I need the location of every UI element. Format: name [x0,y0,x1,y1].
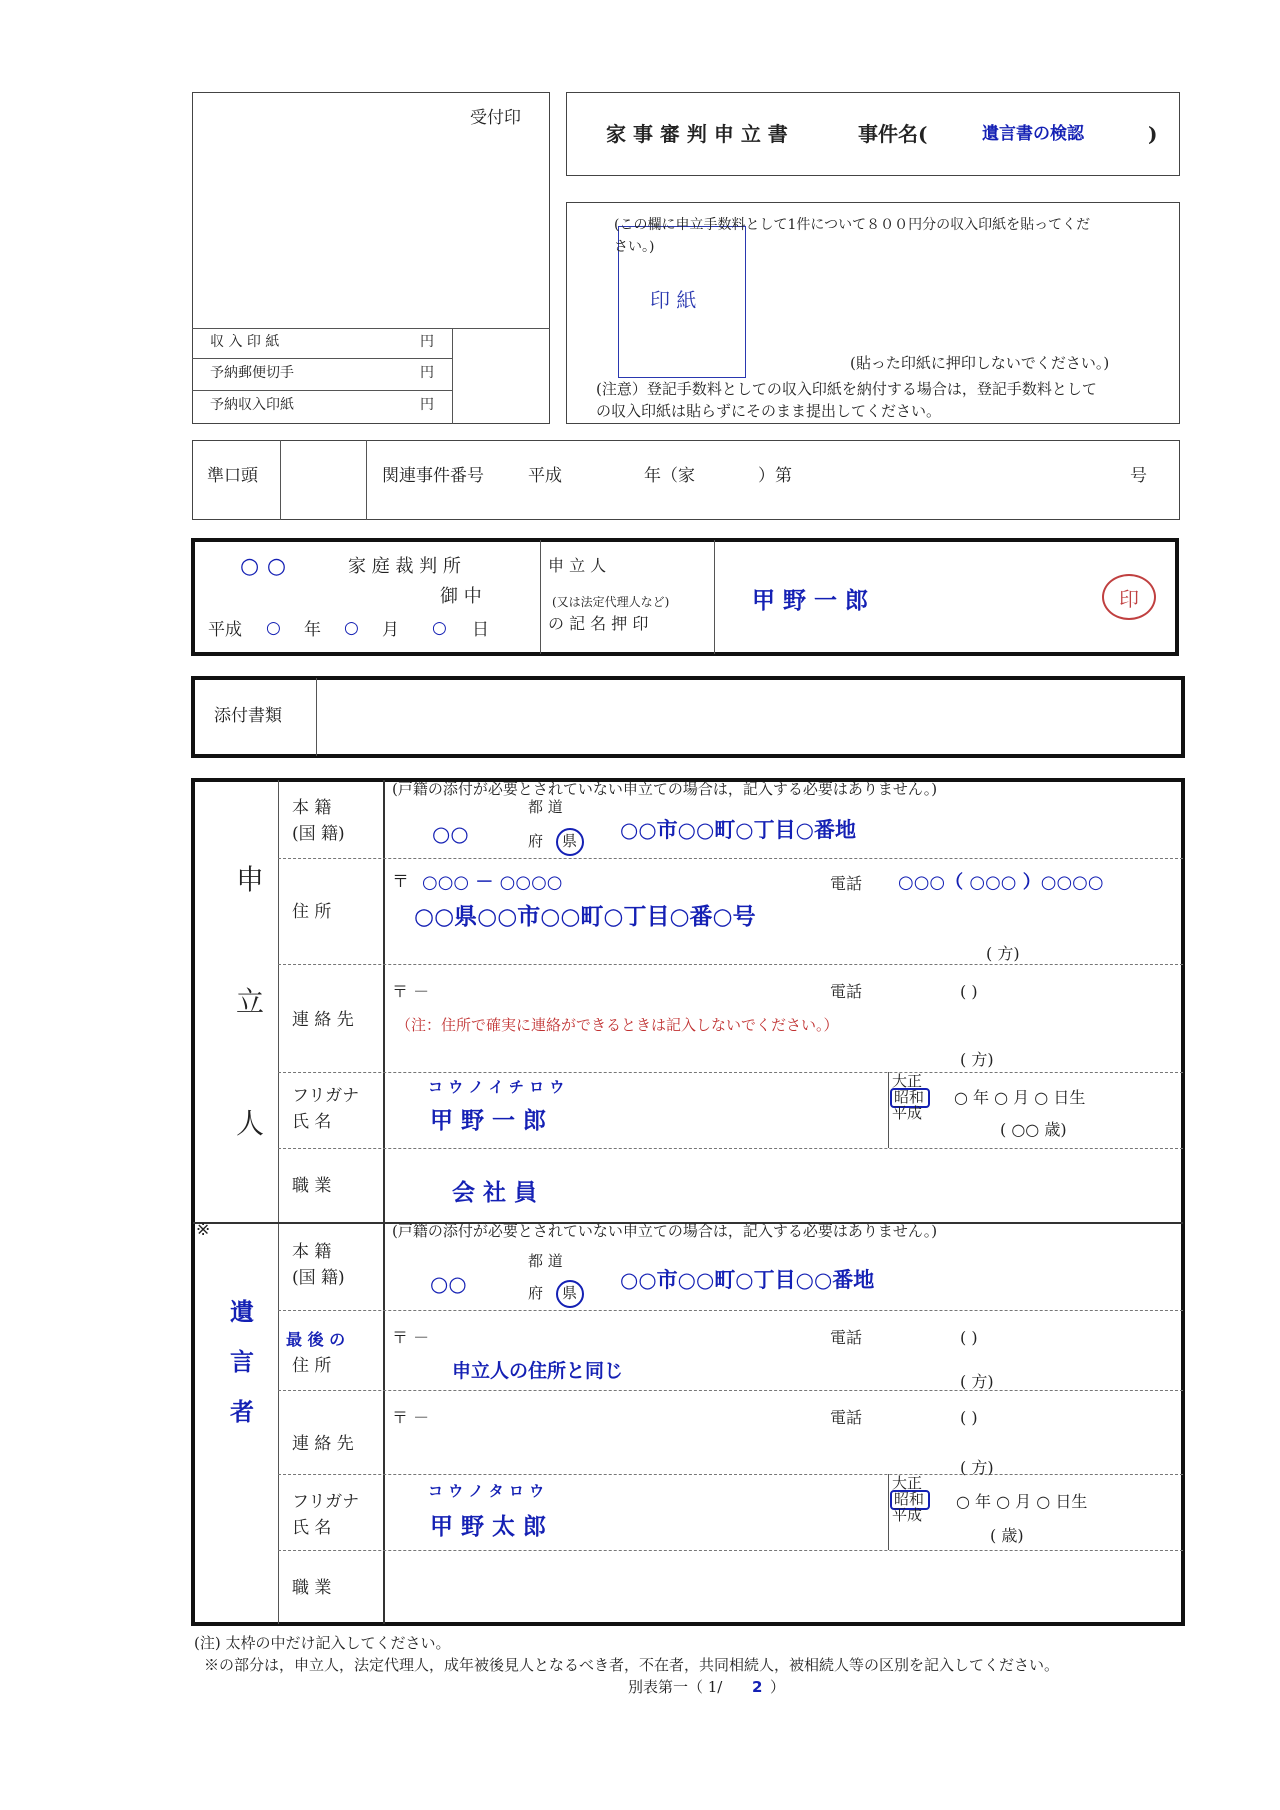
testator-care-of: ( 方) [960,1372,994,1391]
applicant-sign-name: 甲 野 一 郎 [752,588,869,614]
form-title: 家 事 審 判 申 立 書 [606,122,788,146]
testator-domicile-label-1: 本 籍 [292,1242,332,1262]
seal-stamp: 印 [1102,574,1156,620]
court-signature-box [191,538,1179,656]
testator-furigana: コ ウ ノ タ ロ ウ [428,1482,545,1500]
stamp-instruction-2: さい。) [614,239,655,255]
date-month-label: 月 [382,620,399,640]
applicant-domicile-label-1: 本 籍 [292,798,332,818]
testator-contact-care-of: ( 方) [960,1458,994,1477]
related-case-label: 関連事件番号 [382,466,484,486]
caution-1: (注意）登記手数料としての収入印紙を納付する場合は，登記手数料として [596,380,1097,398]
applicant-contact-note: （注：住所で確実に連絡ができるときは記入しないでください。） [396,1016,839,1034]
related-era: 平成 [528,466,562,486]
testator-address: 申立人の住所と同じ [452,1360,624,1382]
applicant-pref-bottom: 府 [528,832,544,850]
testator-contact-phone-label: 電話 [830,1408,863,1427]
testator-marker: ※ [196,1220,211,1240]
applicant-postal-mark: 〒 [392,872,409,892]
testator-last-label: 最 後 の [286,1330,346,1349]
page-number: 2 [752,1678,763,1696]
applicant-era-showa: 昭和 [894,1088,925,1106]
applicant-domicile-address: ○○市○○町○丁目○番地 [620,818,856,842]
applicant-birth-date: ○ 年 ○ 月 ○ 日生 [954,1088,1086,1107]
date-year-label: 年 [304,620,321,640]
testator-birth-date: ○ 年 ○ 月 ○ 日生 [956,1492,1088,1511]
testator-contact-phone: ( ) [960,1408,978,1427]
caution-2: の収入印紙は貼らずにそのまま提出してください。 [596,402,942,420]
testator-side-char-3: 者 [230,1398,254,1426]
testator-era-heisei: 平成 [892,1506,923,1524]
applicant-era-heisei: 平成 [892,1104,923,1122]
testator-contact-postal: 〒 － [392,1408,430,1427]
applicant-domicile-label-2: (国 籍) [292,824,345,844]
testator-name: 甲 野 太 郎 [430,1514,547,1540]
applicant-phone: ○○○（ ○○○ ）○○○○ [898,872,1104,893]
related-year: 年（家 [644,466,695,486]
testator-contact-label: 連 絡 先 [292,1434,354,1454]
applicant-side-char-2: 立 [236,985,265,1018]
applicant-domicile-note: (戸籍の添付が必要とされていない申立ての場合は，記入する必要はありません。) [392,780,938,798]
applicant-contact-phone: ( ) [960,982,978,1001]
attachments-label: 添付書類 [214,706,282,726]
testator-era-taisho: 大正 [892,1474,923,1492]
applicant-care-of: ( 方) [986,944,1020,963]
applicant-pref-selected: 県 [562,832,578,850]
footer-note-2: ※の部分は，申立人，法定代理人，成年被後見人となるべき者，不在者，共同相続人，被相続人等の区別を記入してください。 [204,1656,1060,1674]
testator-pref-bottom: 府 [528,1284,544,1302]
testator-pref-top: 都 道 [528,1252,563,1270]
date-year-value: ○ [266,618,281,638]
applicant-name: 甲 野 一 郎 [430,1108,547,1134]
applicant-side-char-3: 人 [236,1107,265,1140]
case-name-label: 事件名( [858,122,928,146]
applicant-pref-top: 都 道 [528,798,563,816]
testator-age: ( 歳) [990,1526,1024,1545]
applicant-side-char-1: 申 [236,863,265,896]
testator-occupation-label: 職 業 [292,1578,332,1598]
applicant-contact-phone-label: 電話 [830,982,863,1001]
court-name: ○ ○ [240,554,287,579]
applicant-contact-postal: 〒 － [392,982,430,1001]
testator-postal: 〒 － [392,1328,430,1347]
applicant-sign-label-1: 申 立 人 [548,556,607,575]
case-name-value: 遺言書の検認 [982,124,1084,144]
applicant-domicile-pref: ○○ [432,822,469,846]
fee-revenue-stamp-label: 収 入 印 紙 [210,334,280,350]
applicant-address: ○○県○○市○○町○丁目○番○号 [414,904,756,930]
applicant-age: ( ○○ 歳) [1000,1120,1067,1139]
related-go: 号 [1130,466,1147,486]
testator-furigana-label: フリガナ [292,1492,360,1512]
no-seal-note: (貼った印紙に押印しないでください。) [850,354,1110,372]
fee-revenue-stamp-unit: 円 [420,334,434,350]
applicant-furigana: コ ウ ノ イ チ ロ ウ [428,1078,565,1096]
testator-pref-selected: 県 [562,1284,578,1302]
testator-domicile-pref: ○○ [430,1272,467,1296]
attachments-box [191,676,1185,758]
page-number-prefix: 別表第一（ 1/ [628,1678,723,1696]
applicant-sign-label-3: の 記 名 押 印 [548,614,649,633]
testator-domicile-label-2: (国 籍) [292,1268,345,1288]
fee-advance-stamp-label: 予納収入印紙 [210,397,294,413]
court-onchu: 御 中 [440,586,482,607]
stamp-label: 印 紙 [650,288,697,312]
testator-side-char-1: 遺 [230,1298,254,1326]
date-day-label: 日 [472,620,489,640]
testator-domicile-address: ○○市○○町○丁目○○番地 [620,1268,875,1292]
testator-domicile-note: (戸籍の添付が必要とされていない申立ての場合は，記入する必要はありません。) [392,1222,938,1240]
date-era: 平成 [208,620,242,640]
footer-note-1: (注) 太枠の中だけ記入してください。 [194,1634,451,1652]
testator-address-label: 住 所 [292,1356,332,1376]
applicant-contact-label: 連 絡 先 [292,1010,354,1030]
applicant-era-taisho: 大正 [892,1072,923,1090]
fee-postage-label: 予納郵便切手 [210,365,294,381]
applicant-name-label: 氏 名 [292,1112,332,1132]
fee-postage-unit: 円 [420,365,434,381]
stamp-instruction-1: (この欄に申立手数料として1件について８００円分の収入印紙を貼ってくだ [614,217,1091,233]
court-label: 家 庭 裁 判 所 [348,556,461,577]
reception-stamp-label: 受付印 [470,108,521,128]
testator-name-label: 氏 名 [292,1518,332,1538]
testator-era-showa: 昭和 [894,1490,925,1508]
applicant-furigana-label: フリガナ [292,1086,360,1106]
junkoto-label: 準口頭 [207,466,258,486]
fee-advance-stamp-unit: 円 [420,397,434,413]
testator-phone: ( ) [960,1328,978,1347]
testator-side-char-2: 言 [230,1348,254,1376]
case-name-close: ) [1148,122,1158,146]
applicant-occupation-label: 職 業 [292,1176,332,1196]
applicant-postal-code: ○○○ － ○○○○ [422,872,563,893]
applicant-sign-label-sub: (又は法定代理人など) [552,595,670,609]
applicant-address-label: 住 所 [292,902,332,922]
applicant-contact-care-of: ( 方) [960,1050,994,1069]
applicant-phone-label: 電話 [830,874,863,893]
related-dai: ）第 [758,466,792,486]
date-day-value: ○ [432,618,447,638]
page-number-suffix: ） [770,1678,786,1696]
date-month-value: ○ [344,618,359,638]
applicant-occupation: 会 社 員 [452,1180,538,1206]
testator-phone-label: 電話 [830,1328,863,1347]
